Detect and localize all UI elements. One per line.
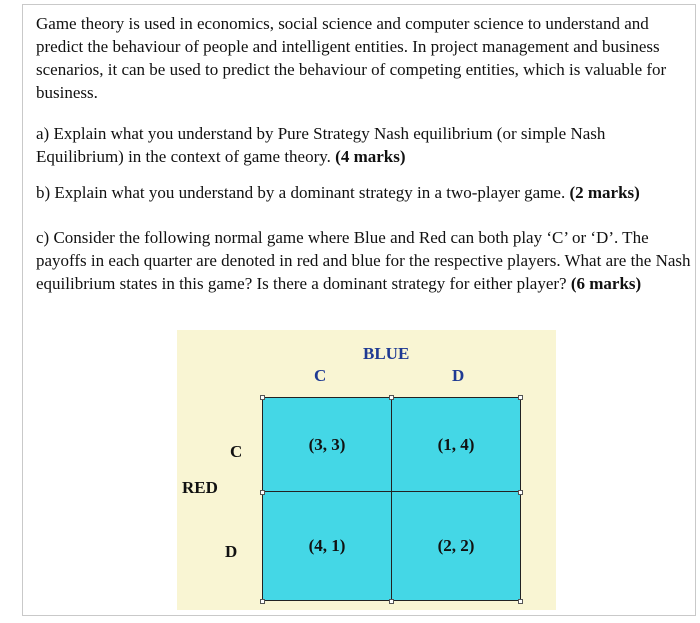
payoff-cd: (1, 4) (437, 434, 475, 454)
resize-handle-icon (518, 490, 523, 495)
resize-handle-icon (518, 395, 523, 400)
question-b-text: b) Explain what you understand by a dominant strategy in a two-player game. (36, 183, 566, 202)
payoff-cell-dd (391, 491, 521, 601)
resize-handle-icon (260, 395, 265, 400)
column-strategy-c: C (314, 366, 327, 385)
question-a-text: a) Explain what you understand by Pure Strategy Nash equilibrium (or simple Nash Equilibrium) in the context of game theory. (36, 124, 606, 166)
question-a-marks: (4 marks) (335, 147, 406, 166)
payoff-cell-cc (262, 397, 392, 492)
payoff-dc: (4, 1) (308, 536, 346, 555)
question-b-marks: (2 marks) (569, 183, 640, 202)
resize-handle-icon (260, 490, 265, 495)
payoff-dd: (2, 2) (437, 536, 475, 555)
payoff-cell-cd (391, 397, 521, 492)
resize-handle-icon (389, 395, 394, 400)
question-c-text: c) Consider the following normal game where Blue and Red can both play ‘C’ or ‘D’. The payoffs in each quarter are denoted in red and blue for the respective players. What are the Nash equilibrium states in this game? Is there a dominant strategy for either player? (36, 228, 691, 293)
resize-handle-icon (260, 599, 265, 604)
question-c-marks: (6 marks) (570, 274, 642, 293)
payoff-cell-dc (262, 491, 392, 601)
payoff-cc: (3, 3) (308, 434, 346, 454)
intro-paragraph: Game theory is used in economics, social science and computer science to understand and predict the behaviour of people and intelligent entities. In project management and business scenarios, it can be used to predict the behaviour of competing entities, which is valuable for business. (36, 14, 667, 102)
payoff-matrix-figure (177, 330, 556, 610)
row-strategy-d: D (225, 542, 238, 561)
question-c (36, 226, 696, 295)
row-player-label: RED (182, 478, 218, 497)
resize-handle-icon (518, 599, 523, 604)
row-strategy-c: C (230, 442, 243, 461)
question-a (36, 122, 696, 168)
question-b (36, 181, 696, 204)
column-player-label: BLUE (363, 344, 410, 363)
column-strategy-d: D (452, 366, 465, 385)
resize-handle-icon (389, 599, 394, 604)
